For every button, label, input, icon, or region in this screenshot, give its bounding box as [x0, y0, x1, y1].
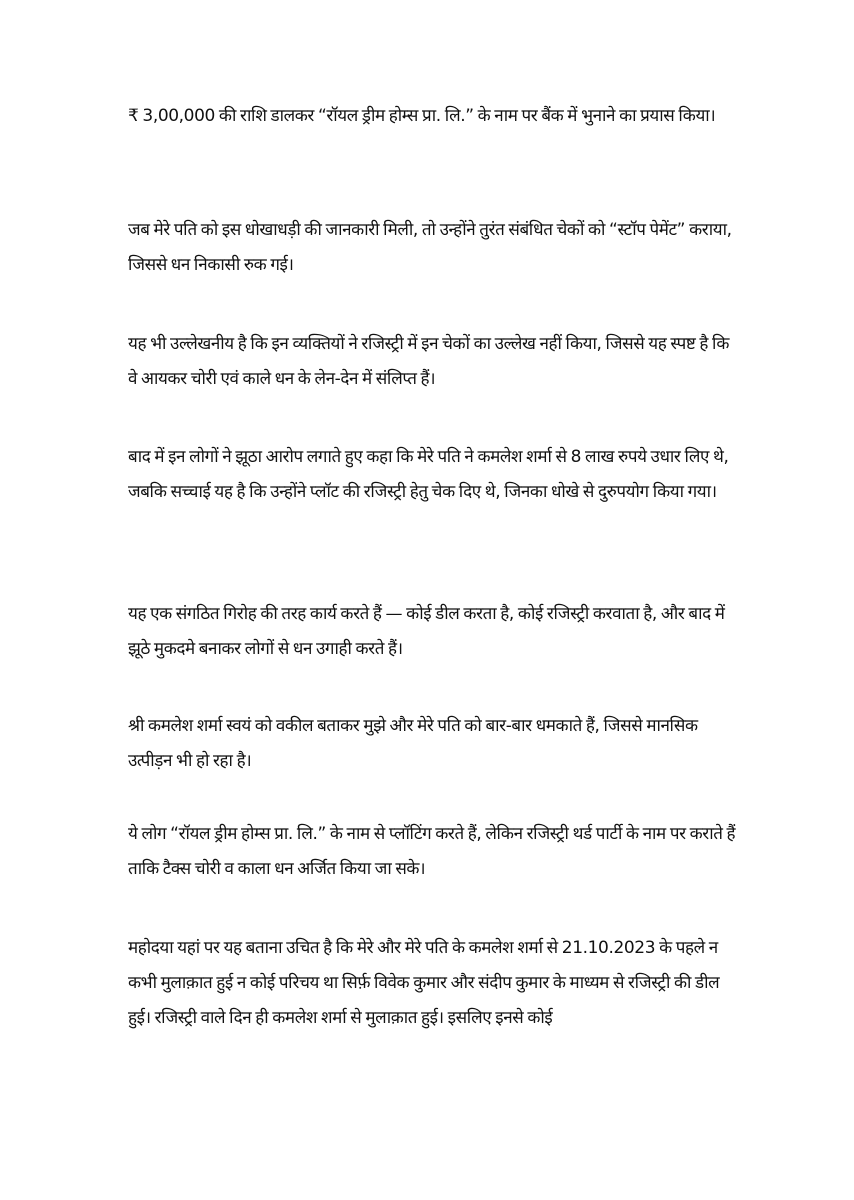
paragraph-organized-gang: यह एक संगठित गिरोह की तरह कार्य करते हैं — कोई डील करता है, कोई रजिस्ट्री करवाता है, और बाद में झूठे मुकदमे बनाकर लोगों से धन उगाही करते हैं। — [128, 604, 725, 659]
paragraph-third-party-registry: ये लोग “रॉयल ड्रीम होम्स प्रा. लि.” के नाम से प्लॉटिंग करते हैं, लेकिन रजिस्ट्री थर्ड पार्टी के नाम पर कराते हैं ताकि टैक्स चोरी व काला धन अर्जित किया जा सके। — [128, 824, 736, 879]
paragraph-stop-payment: जब मेरे पति को इस धोखाधड़ी की जानकारी मिली, तो उन्होंने तुरंत संबंधित चेकों को “स्टॉप पेमेंट” कराया, जिससे धन निकासी रुक गई। — [128, 220, 732, 275]
paragraph-tax-evasion: यह भी उल्लेखनीय है कि इन व्यक्तियों ने रजिस्ट्री में इन चेकों का उल्लेख नहीं किया, जिससे यह स्पष्ट है कि वे आयकर चोरी एवं काले धन के लेन-देन में संलिप्त हैं। — [128, 334, 730, 389]
paragraph-threats: श्री कमलेश शर्मा स्वयं को वकील बताकर मुझे और मेरे पति को बार-बार धमकाते हैं, जिससे मानसिक उत्पीड़न भी हो रहा है। — [128, 716, 698, 771]
paragraph-cheque-encashment-attempt: ₹ 3,00,000 की राशि डालकर “रॉयल ड्रीम होम्स प्रा. लि.” के नाम पर बैंक में भुनाने का प्रयास किया। — [128, 106, 716, 126]
paragraph-false-allegation: बाद में इन लोगों ने झूठा आरोप लगाते हुए कहा कि मेरे पति ने कमलेश शर्मा से 8 लाख रुपये उधार लिए थे, जबकि सच्चाई यह है कि उन्होंने प्लॉट की रजिस्ट्री हेतु चेक दिए थे, जिनका धोखे से दुरुपयोग किया गया। — [128, 447, 729, 502]
paragraph-first-meeting: महोदया यहां पर यह बताना उचित है कि मेरे और मेरे पति के कमलेश शर्मा से 21.10.2023 के पहले न कभी मुलाक़ात हुई न कोई परिचय था सिर्फ़ विवेक कुमार और संदीप कुमार के माध्यम से रजिस्ट्री की डील हुई। रजिस्ट्री वाले दिन ही कमलेश शर्मा से मुलाक़ात हुई। इसलिए इनसे कोई — [128, 938, 720, 1028]
